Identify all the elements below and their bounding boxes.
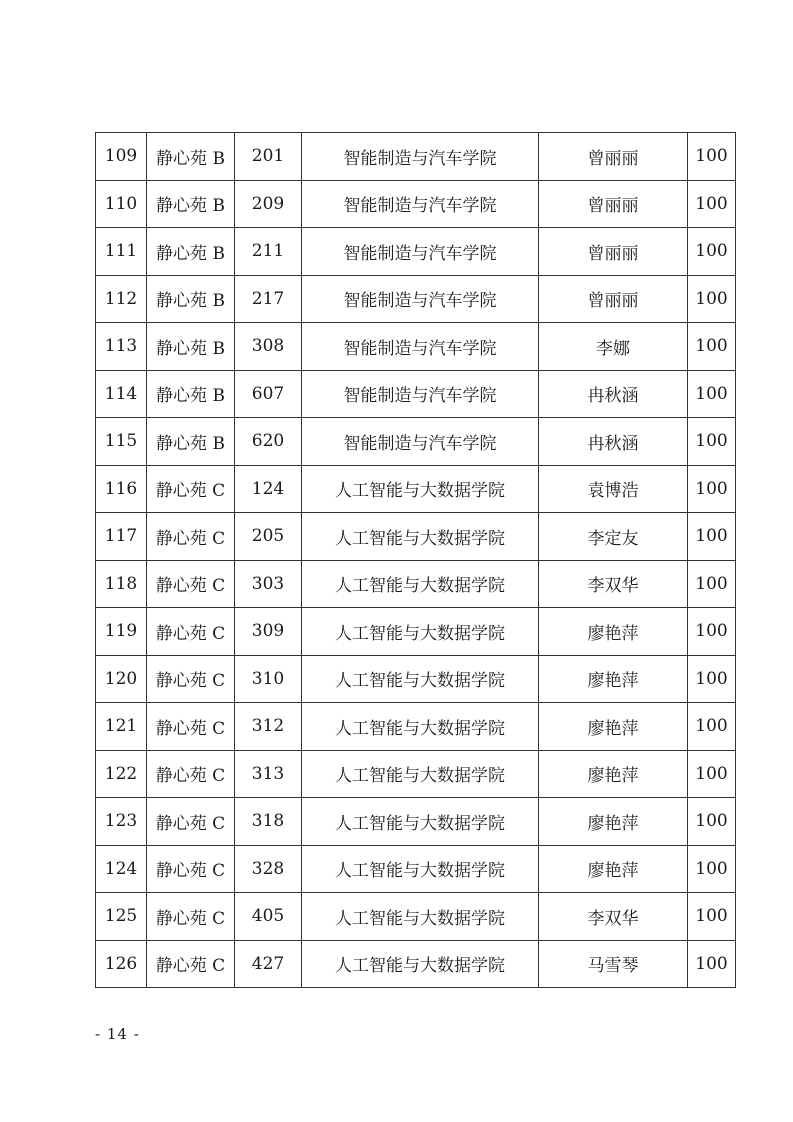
row-number-cell: 117 (96, 513, 147, 561)
building-cell: 静心苑 C (147, 798, 235, 846)
score-cell: 100 (688, 513, 736, 561)
row-number-cell: 124 (96, 845, 147, 893)
college-cell: 智能制造与汽车学院 (302, 133, 539, 181)
building-cell: 静心苑 C (147, 655, 235, 703)
row-number-cell: 112 (96, 275, 147, 323)
row-number-cell: 121 (96, 703, 147, 751)
row-number-cell: 109 (96, 133, 147, 181)
responsible-person-cell: 李双华 (539, 560, 688, 608)
room-cell: 312 (235, 703, 302, 751)
responsible-person-cell: 李娜 (539, 323, 688, 371)
score-cell: 100 (688, 465, 736, 513)
college-cell: 人工智能与大数据学院 (302, 655, 539, 703)
college-cell: 人工智能与大数据学院 (302, 608, 539, 656)
college-cell: 人工智能与大数据学院 (302, 465, 539, 513)
room-cell: 217 (235, 275, 302, 323)
table-row (96, 940, 736, 988)
row-number-cell: 119 (96, 608, 147, 656)
college-cell: 智能制造与汽车学院 (302, 323, 539, 371)
score-cell: 100 (688, 370, 736, 418)
responsible-person-cell: 廖艳萍 (539, 750, 688, 798)
building-cell: 静心苑 C (147, 940, 235, 988)
score-cell: 100 (688, 560, 736, 608)
score-cell: 100 (688, 323, 736, 371)
building-cell: 静心苑 B (147, 228, 235, 276)
table-row (96, 465, 736, 513)
college-cell: 人工智能与大数据学院 (302, 893, 539, 941)
responsible-person-cell: 曾丽丽 (539, 180, 688, 228)
responsible-person-cell: 李双华 (539, 893, 688, 941)
table-row (96, 323, 736, 371)
row-number-cell: 111 (96, 228, 147, 276)
table-row (96, 798, 736, 846)
responsible-person-cell: 袁博浩 (539, 465, 688, 513)
building-cell: 静心苑 C (147, 465, 235, 513)
room-cell: 313 (235, 750, 302, 798)
room-cell: 205 (235, 513, 302, 561)
responsible-person-cell: 廖艳萍 (539, 703, 688, 751)
responsible-person-cell: 冉秋涵 (539, 370, 688, 418)
table-row (96, 655, 736, 703)
table-row (96, 370, 736, 418)
building-cell: 静心苑 C (147, 845, 235, 893)
score-cell: 100 (688, 133, 736, 181)
responsible-person-cell: 曾丽丽 (539, 275, 688, 323)
responsible-person-cell: 曾丽丽 (539, 228, 688, 276)
room-cell: 427 (235, 940, 302, 988)
college-cell: 人工智能与大数据学院 (302, 703, 539, 751)
room-cell: 124 (235, 465, 302, 513)
dormitory-score-table (95, 132, 736, 988)
room-cell: 310 (235, 655, 302, 703)
room-cell: 318 (235, 798, 302, 846)
responsible-person-cell: 冉秋涵 (539, 418, 688, 466)
score-cell: 100 (688, 418, 736, 466)
table-row (96, 418, 736, 466)
building-cell: 静心苑 C (147, 608, 235, 656)
table-row (96, 703, 736, 751)
table-row (96, 560, 736, 608)
row-number-cell: 116 (96, 465, 147, 513)
row-number-cell: 120 (96, 655, 147, 703)
college-cell: 智能制造与汽车学院 (302, 370, 539, 418)
room-cell: 209 (235, 180, 302, 228)
score-cell: 100 (688, 703, 736, 751)
row-number-cell: 114 (96, 370, 147, 418)
room-cell: 607 (235, 370, 302, 418)
score-cell: 100 (688, 275, 736, 323)
college-cell: 人工智能与大数据学院 (302, 798, 539, 846)
score-cell: 100 (688, 798, 736, 846)
college-cell: 人工智能与大数据学院 (302, 513, 539, 561)
page-number: - 14 - (95, 1025, 140, 1043)
room-cell: 201 (235, 133, 302, 181)
table-row (96, 228, 736, 276)
responsible-person-cell: 李定友 (539, 513, 688, 561)
building-cell: 静心苑 B (147, 275, 235, 323)
building-cell: 静心苑 B (147, 323, 235, 371)
table-row (96, 608, 736, 656)
table-row (96, 180, 736, 228)
score-cell: 100 (688, 845, 736, 893)
table-row (96, 513, 736, 561)
building-cell: 静心苑 C (147, 513, 235, 561)
building-cell: 静心苑 B (147, 418, 235, 466)
building-cell: 静心苑 B (147, 180, 235, 228)
row-number-cell: 118 (96, 560, 147, 608)
college-cell: 智能制造与汽车学院 (302, 418, 539, 466)
building-cell: 静心苑 C (147, 703, 235, 751)
responsible-person-cell: 马雪琴 (539, 940, 688, 988)
room-cell: 303 (235, 560, 302, 608)
college-cell: 智能制造与汽车学院 (302, 275, 539, 323)
room-cell: 328 (235, 845, 302, 893)
college-cell: 人工智能与大数据学院 (302, 560, 539, 608)
row-number-cell: 115 (96, 418, 147, 466)
responsible-person-cell: 廖艳萍 (539, 608, 688, 656)
table-row (96, 893, 736, 941)
row-number-cell: 123 (96, 798, 147, 846)
responsible-person-cell: 廖艳萍 (539, 798, 688, 846)
college-cell: 人工智能与大数据学院 (302, 845, 539, 893)
college-cell: 人工智能与大数据学院 (302, 940, 539, 988)
college-cell: 智能制造与汽车学院 (302, 180, 539, 228)
room-cell: 620 (235, 418, 302, 466)
score-cell: 100 (688, 608, 736, 656)
row-number-cell: 125 (96, 893, 147, 941)
responsible-person-cell: 曾丽丽 (539, 133, 688, 181)
responsible-person-cell: 廖艳萍 (539, 845, 688, 893)
building-cell: 静心苑 C (147, 560, 235, 608)
table-row (96, 275, 736, 323)
building-cell: 静心苑 B (147, 370, 235, 418)
building-cell: 静心苑 C (147, 750, 235, 798)
table-row (96, 133, 736, 181)
score-cell: 100 (688, 655, 736, 703)
row-number-cell: 126 (96, 940, 147, 988)
college-cell: 人工智能与大数据学院 (302, 750, 539, 798)
table-row (96, 750, 736, 798)
score-cell: 100 (688, 180, 736, 228)
row-number-cell: 110 (96, 180, 147, 228)
score-cell: 100 (688, 750, 736, 798)
room-cell: 405 (235, 893, 302, 941)
responsible-person-cell: 廖艳萍 (539, 655, 688, 703)
room-cell: 211 (235, 228, 302, 276)
table-row (96, 845, 736, 893)
building-cell: 静心苑 B (147, 133, 235, 181)
college-cell: 智能制造与汽车学院 (302, 228, 539, 276)
table-body (96, 133, 736, 988)
room-cell: 308 (235, 323, 302, 371)
score-cell: 100 (688, 893, 736, 941)
score-cell: 100 (688, 940, 736, 988)
row-number-cell: 113 (96, 323, 147, 371)
building-cell: 静心苑 C (147, 893, 235, 941)
row-number-cell: 122 (96, 750, 147, 798)
room-cell: 309 (235, 608, 302, 656)
score-cell: 100 (688, 228, 736, 276)
